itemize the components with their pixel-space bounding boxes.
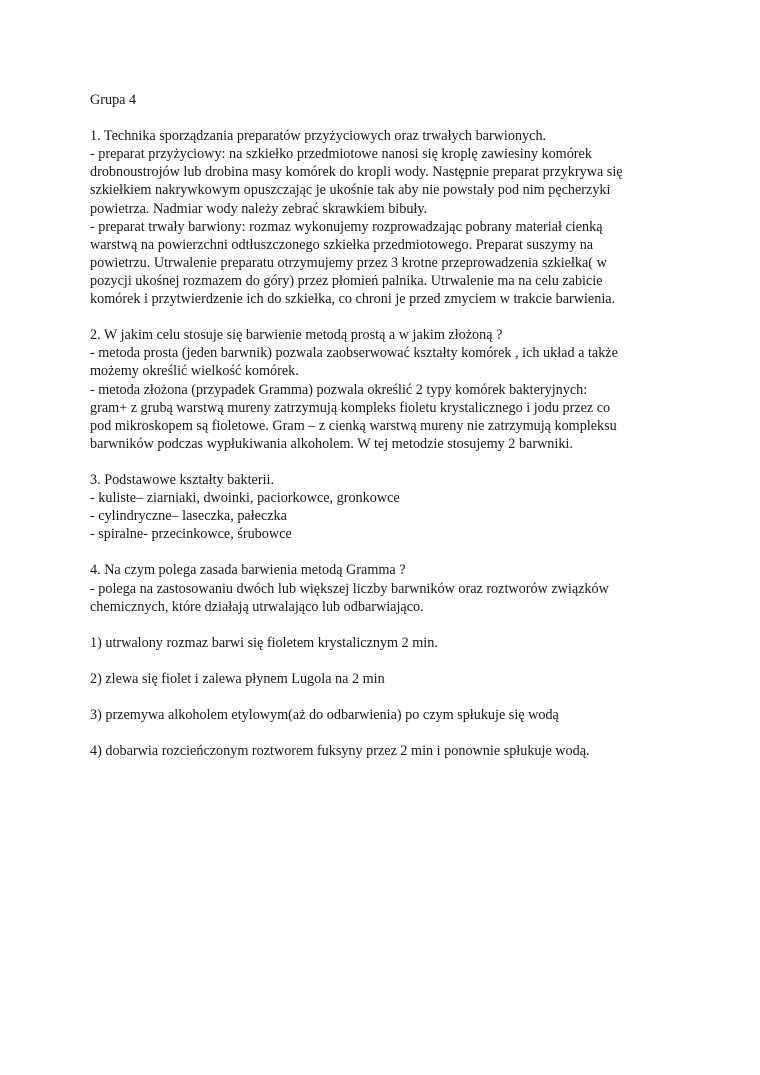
text-line: komórek i przytwierdzenie ich do szkiełka, co chroni je przed zmyciem w trakcie barwienia. bbox=[90, 291, 616, 308]
document-body bbox=[90, 91, 680, 760]
text-line: - preparat trwały barwiony: rozmaz wykonujemy rozprowadzając pobrany materiał cienką bbox=[90, 218, 603, 235]
text-line: - cylindryczne– laseczka, pałeczka bbox=[90, 508, 287, 525]
text-line: powietrza. Nadmiar wody należy zebrać skrawkiem bibuły. bbox=[90, 200, 428, 217]
procedure-step: 2) zlewa się fiolet i zalewa płynem Lugola na 2 min bbox=[90, 671, 385, 687]
text-line: powietrzu. Utrwalenie preparatu otrzymujemy przez 3 krotne przeprowadzenia szkiełka( w bbox=[90, 254, 607, 271]
text-line: szkiełkiem nakrywkowym opuszczając je ukośnie tak aby nie powstały pod nim pęcherzyki bbox=[90, 182, 611, 199]
text-line: - spiralne- przecinkowce, śrubowce bbox=[90, 526, 292, 543]
text-line: - kuliste– ziarniaki, dwoinki, paciorkowce, gronkowce bbox=[90, 490, 400, 507]
text-line: pod mikroskopem są fioletowe. Gram – z cienką warstwą mureny nie zatrzymują kompleksu bbox=[90, 417, 617, 434]
text-line: chemicznych, które działają utrwalająco lub odbarwiająco. bbox=[90, 598, 424, 615]
section-3 bbox=[90, 471, 680, 543]
text-line: gram+ z grubą warstwą mureny zatrzymują kompleks fioletu krystalicznego i jodu przez co bbox=[90, 399, 611, 416]
text-line: - polega na zastosowaniu dwóch lub większej liczby barwników oraz roztworów związków bbox=[90, 580, 609, 597]
section-heading: 3. Podstawowe kształty bakterii. bbox=[90, 471, 275, 488]
text-line: pozycji ukośnej rozmazem do góry) przez płomień palnika. Utrwalenie ma na celu zabicie bbox=[90, 272, 603, 289]
text-line: barwników podczas wypłukiwania alkoholem. W tej metodzie stosujemy 2 barwniki. bbox=[90, 435, 573, 452]
section-4 bbox=[90, 561, 680, 615]
section-heading: 4. Na czym polega zasada barwienia metodą Gramma ? bbox=[90, 562, 406, 579]
text-line: drobnoustrojów lub drobina masy komórek do kropli wody. Następnie preparat przykrywa się bbox=[90, 164, 623, 181]
section-2 bbox=[90, 326, 680, 453]
text-line: warstwą na powierzchni odtłuszczonego szkiełka przedmiotowego. Preparat suszymy na bbox=[90, 236, 594, 253]
text-line: możemy określić wielkość komórek. bbox=[90, 363, 299, 380]
procedure-step: 4) dobarwia rozcieńczonym roztworem fuksyny przez 2 min i ponownie spłukuje wodą. bbox=[90, 743, 590, 760]
text-line: - metoda złożona (przypadek Gramma) pozwala określić 2 typy komórek bakteryjnych: bbox=[90, 381, 588, 398]
document-title: Grupa 4 bbox=[90, 92, 137, 108]
text-line: - preparat przyżyciowy: na szkiełko przedmiotowe nanosi się kroplę zawiesiny komórek bbox=[90, 146, 592, 163]
section-heading: 1. Technika sporządzania preparatów przyżyciowych oraz trwałych barwionych. bbox=[90, 128, 547, 145]
procedure-step: 1) utrwalony rozmaz barwi się fioletem krystalicznym 2 min. bbox=[90, 634, 438, 651]
section-1 bbox=[90, 127, 680, 308]
procedure-step: 3) przemywa alkoholem etylowym(aż do odbarwienia) po czym spłukuje się wodą bbox=[90, 707, 559, 724]
procedure-steps bbox=[90, 634, 680, 761]
text-line: - metoda prosta (jeden barwnik) pozwala zaobserwować kształty komórek , ich układ a także bbox=[90, 345, 618, 362]
section-heading: 2. W jakim celu stosuje się barwienie metodą prostą a w jakim złożoną ? bbox=[90, 327, 503, 344]
